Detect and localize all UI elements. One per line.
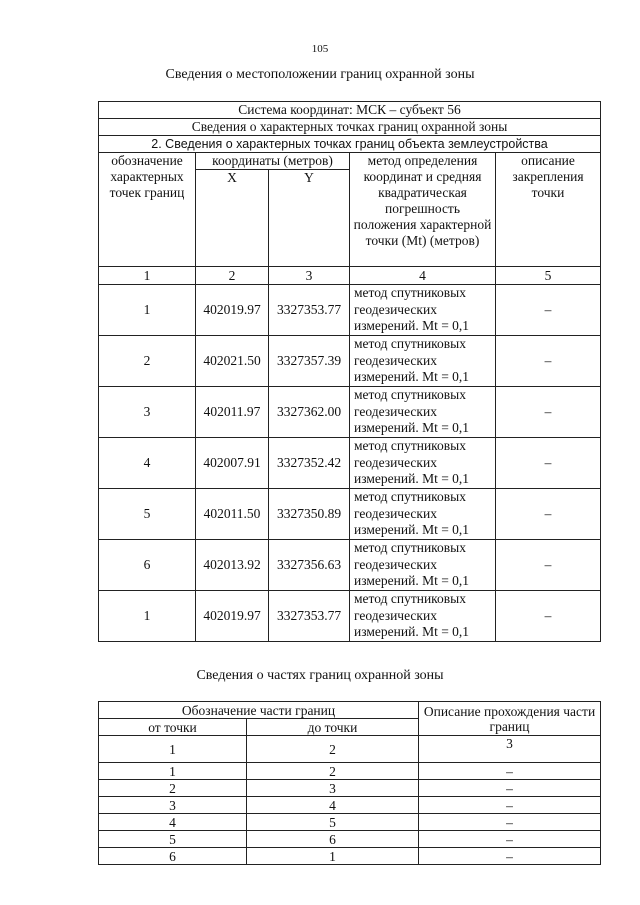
description-cell: – — [496, 438, 601, 489]
from-point: 6 — [99, 848, 247, 865]
description-cell: – — [419, 831, 601, 848]
column-number: 5 — [496, 267, 601, 285]
table-row — [99, 814, 601, 831]
method-cell: метод спутниковых геодезических измерений. Mt = 0,1 — [350, 336, 496, 387]
table-row — [99, 763, 601, 780]
page-number: 105 — [311, 43, 329, 55]
x-coordinate: 402011.50 — [196, 489, 269, 540]
from-point: 4 — [99, 814, 247, 831]
table-row — [99, 387, 601, 438]
point-id: 4 — [99, 438, 196, 489]
to-point: 6 — [247, 831, 419, 848]
description-cell: – — [496, 540, 601, 591]
description-cell: – — [496, 285, 601, 336]
description-cell: – — [419, 814, 601, 831]
coordinate-system-row: Система координат: МСК – субъект 56 — [99, 102, 601, 119]
method-cell: метод спутниковых геодезических измерений. Mt = 0,1 — [350, 489, 496, 540]
x-coordinate: 402021.50 — [196, 336, 269, 387]
method-cell: метод спутниковых геодезических измерений. Mt = 0,1 — [350, 285, 496, 336]
table-row — [99, 848, 601, 865]
from-point: 1 — [99, 763, 247, 780]
method-cell: метод спутниковых геодезических измерений. Mt = 0,1 — [350, 591, 496, 642]
column-number: 2 — [196, 267, 269, 285]
description-cell: – — [419, 848, 601, 865]
y-coordinate: 3327353.77 — [269, 285, 350, 336]
y-coordinate: 3327357.39 — [269, 336, 350, 387]
description-cell: – — [419, 797, 601, 814]
description-cell: – — [496, 591, 601, 642]
header-description: Описание прохождения части границ — [419, 702, 601, 736]
x-coordinate: 402019.97 — [196, 285, 269, 336]
x-coordinate: 402007.91 — [196, 438, 269, 489]
y-coordinate: 3327350.89 — [269, 489, 350, 540]
table-row — [99, 780, 601, 797]
description-cell: – — [496, 489, 601, 540]
method-cell: метод спутниковых геодезических измерений. Mt = 0,1 — [350, 387, 496, 438]
column-number: 3 — [419, 736, 601, 763]
method-cell: метод спутниковых геодезических измерений. Mt = 0,1 — [350, 438, 496, 489]
x-coordinate: 402019.97 — [196, 591, 269, 642]
header-from: от точки — [99, 719, 247, 736]
point-id: 6 — [99, 540, 196, 591]
section-row: Сведения о характерных точках границ охранной зоны — [99, 119, 601, 136]
section-title-parts: Сведения о частях границ охранной зоны — [196, 668, 444, 683]
column-number: 1 — [99, 267, 196, 285]
column-number: 4 — [350, 267, 496, 285]
description-cell: – — [496, 387, 601, 438]
to-point: 2 — [247, 763, 419, 780]
boundary-parts-table — [98, 701, 601, 865]
header-method: метод определения координат и средняя квадратическая погрешность положения характерной точки (Mt) (метров) — [350, 153, 496, 267]
table-row — [99, 540, 601, 591]
point-id: 1 — [99, 591, 196, 642]
method-cell: метод спутниковых геодезических измерений. Mt = 0,1 — [350, 540, 496, 591]
header-part: Обозначение части границ — [99, 702, 419, 719]
point-id: 2 — [99, 336, 196, 387]
x-coordinate: 402013.92 — [196, 540, 269, 591]
description-cell: – — [419, 763, 601, 780]
from-point: 3 — [99, 797, 247, 814]
y-coordinate: 3327356.63 — [269, 540, 350, 591]
description-cell: – — [419, 780, 601, 797]
coordinates-table — [98, 101, 601, 642]
point-id: 1 — [99, 285, 196, 336]
from-point: 2 — [99, 780, 247, 797]
y-coordinate: 3327353.77 — [269, 591, 350, 642]
to-point: 3 — [247, 780, 419, 797]
table-row — [99, 797, 601, 814]
header-y: Y — [269, 170, 350, 267]
to-point: 1 — [247, 848, 419, 865]
description-cell: – — [496, 336, 601, 387]
header-to: до точки — [247, 719, 419, 736]
y-coordinate: 3327352.42 — [269, 438, 350, 489]
point-id: 5 — [99, 489, 196, 540]
point-id: 3 — [99, 387, 196, 438]
to-point: 4 — [247, 797, 419, 814]
column-number: 1 — [99, 736, 247, 763]
subsection-row: 2. Сведения о характерных точках границ объекта землеустройства — [99, 136, 601, 153]
column-number: 2 — [247, 736, 419, 763]
y-coordinate: 3327362.00 — [269, 387, 350, 438]
table-row — [99, 438, 601, 489]
x-coordinate: 402011.97 — [196, 387, 269, 438]
header-x: X — [196, 170, 269, 267]
header-description: описание закрепления точки — [496, 153, 601, 267]
section-title-boundaries: Сведения о местоположении границ охранной зоны — [165, 67, 475, 82]
table-row — [99, 591, 601, 642]
table-row — [99, 285, 601, 336]
table-row — [99, 489, 601, 540]
header-coordinates: координаты (метров) — [196, 153, 350, 170]
table-row — [99, 336, 601, 387]
table-row — [99, 831, 601, 848]
column-number: 3 — [269, 267, 350, 285]
to-point: 5 — [247, 814, 419, 831]
from-point: 5 — [99, 831, 247, 848]
header-designation: обозначение характерных точек границ — [99, 153, 196, 267]
